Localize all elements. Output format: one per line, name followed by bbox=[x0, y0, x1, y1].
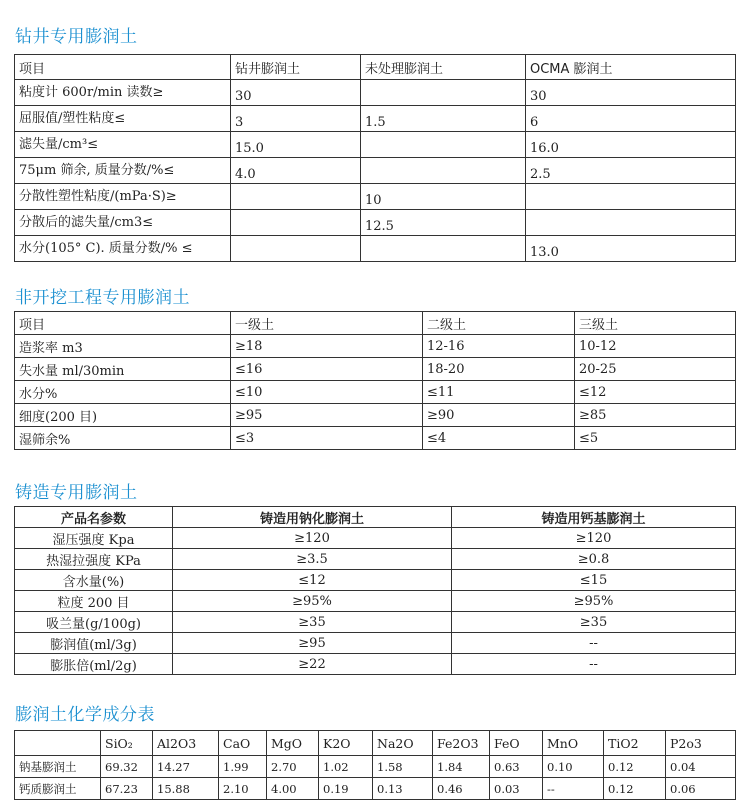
table-row bbox=[15, 528, 736, 549]
header-cell: Na2O bbox=[373, 731, 433, 756]
row-label: 膨润值(ml/3g) bbox=[15, 633, 173, 654]
table-cell: 1.58 bbox=[373, 756, 433, 778]
table-row bbox=[15, 106, 736, 132]
row-label: 钙质膨润土 bbox=[15, 778, 101, 800]
table-cell: 14.27 bbox=[153, 756, 219, 778]
table-row bbox=[15, 778, 736, 800]
table-cell: ≤4 bbox=[423, 427, 575, 450]
table-cell: ≥0.8 bbox=[452, 549, 736, 570]
header-cell: 三级土 bbox=[575, 312, 736, 335]
table-cell: ≥3.5 bbox=[173, 549, 452, 570]
header-cell: 铸造用钙基膨润土 bbox=[452, 507, 736, 528]
header-cell: Al2O3 bbox=[153, 731, 219, 756]
table-cell: 3 bbox=[231, 106, 361, 132]
table-cell: 4.00 bbox=[267, 778, 319, 800]
table-cell: 0.63 bbox=[490, 756, 543, 778]
table-cell bbox=[526, 210, 736, 236]
table-cell: 30 bbox=[526, 80, 736, 106]
row-label: 粘度计 600r/min 读数≥ bbox=[15, 80, 231, 106]
table-cell: ≥85 bbox=[575, 404, 736, 427]
table-cell: 15.0 bbox=[231, 132, 361, 158]
table-row bbox=[15, 756, 736, 778]
row-label: 湿压强度 Kpa bbox=[15, 528, 173, 549]
table-header-row bbox=[15, 55, 736, 80]
row-label: 水分% bbox=[15, 381, 231, 404]
section-title-drilling: 钻井专用膨润土 bbox=[15, 27, 138, 47]
header-cell: Fe2O3 bbox=[433, 731, 490, 756]
table-cell: 0.46 bbox=[433, 778, 490, 800]
table-cell: 1.5 bbox=[361, 106, 526, 132]
row-label: 分散后的滤失量/cm3≤ bbox=[15, 210, 231, 236]
header-cell: TiO2 bbox=[604, 731, 666, 756]
table-cell: 1.84 bbox=[433, 756, 490, 778]
header-cell: 钻井膨润土 bbox=[231, 55, 361, 80]
table-cell: 2.10 bbox=[219, 778, 267, 800]
table-cell: 67.23 bbox=[101, 778, 153, 800]
table-cell: 20-25 bbox=[575, 358, 736, 381]
table-cell: -- bbox=[452, 654, 736, 675]
table-cell bbox=[361, 80, 526, 106]
table-cell: ≤16 bbox=[231, 358, 423, 381]
header-cell: SiO₂ bbox=[101, 731, 153, 756]
table-cell: 30 bbox=[231, 80, 361, 106]
table-cell bbox=[526, 184, 736, 210]
row-label: 细度(200 目) bbox=[15, 404, 231, 427]
header-cell: MgO bbox=[267, 731, 319, 756]
table-header-row bbox=[15, 507, 736, 528]
header-cell: 一级土 bbox=[231, 312, 423, 335]
row-label: 热湿拉强度 KPa bbox=[15, 549, 173, 570]
table-cell: 2.5 bbox=[526, 158, 736, 184]
row-label: 膨胀倍(ml/2g) bbox=[15, 654, 173, 675]
table-cell: ≥120 bbox=[173, 528, 452, 549]
header-cell: 铸造用钠化膨润土 bbox=[173, 507, 452, 528]
table-cell: ≤5 bbox=[575, 427, 736, 450]
table-cell: 6 bbox=[526, 106, 736, 132]
header-cell: 二级土 bbox=[423, 312, 575, 335]
table-cell: 16.0 bbox=[526, 132, 736, 158]
table-header-row bbox=[15, 312, 736, 335]
table-row bbox=[15, 427, 736, 450]
row-label: 水分(105° C). 质量分数/% ≤ bbox=[15, 236, 231, 262]
table-row bbox=[15, 358, 736, 381]
table-cell: 10-12 bbox=[575, 335, 736, 358]
row-label: 分散性塑性粘度/(mPa·S)≥ bbox=[15, 184, 231, 210]
table-cell bbox=[231, 184, 361, 210]
header-cell: 项目 bbox=[15, 55, 231, 80]
table-row bbox=[15, 591, 736, 612]
table-cell bbox=[361, 158, 526, 184]
table-cell: ≥90 bbox=[423, 404, 575, 427]
table-row bbox=[15, 549, 736, 570]
row-label: 含水量(%) bbox=[15, 570, 173, 591]
table-cell: ≥22 bbox=[173, 654, 452, 675]
table-cell: -- bbox=[452, 633, 736, 654]
header-cell: 产品名参数 bbox=[15, 507, 173, 528]
table-cell: 0.12 bbox=[604, 778, 666, 800]
header-cell: P2o3 bbox=[666, 731, 736, 756]
header-cell bbox=[15, 731, 101, 756]
header-cell: 未处理膨润土 bbox=[361, 55, 526, 80]
table-row bbox=[15, 570, 736, 591]
section-title-chemistry: 膨润土化学成分表 bbox=[15, 705, 155, 725]
table-cell: ≥18 bbox=[231, 335, 423, 358]
table-row bbox=[15, 132, 736, 158]
table-cell: -- bbox=[543, 778, 604, 800]
table-cell: 10 bbox=[361, 184, 526, 210]
row-label: 屈服值/塑性粘度≤ bbox=[15, 106, 231, 132]
table-cell: ≤12 bbox=[173, 570, 452, 591]
row-label: 湿筛余% bbox=[15, 427, 231, 450]
header-cell: K2O bbox=[319, 731, 373, 756]
row-label: 滤失量/cm³≤ bbox=[15, 132, 231, 158]
header-cell: CaO bbox=[219, 731, 267, 756]
table-cell: 13.0 bbox=[526, 236, 736, 262]
row-label: 钠基膨润土 bbox=[15, 756, 101, 778]
table-cell: 0.10 bbox=[543, 756, 604, 778]
table-row bbox=[15, 612, 736, 633]
section-title-casting: 铸造专用膨润土 bbox=[15, 483, 138, 503]
trenchless-bentonite-table bbox=[14, 311, 736, 450]
table-row bbox=[15, 654, 736, 675]
header-cell: MnO bbox=[543, 731, 604, 756]
table-row bbox=[15, 236, 736, 262]
table-cell: ≤12 bbox=[575, 381, 736, 404]
table-cell: 0.19 bbox=[319, 778, 373, 800]
table-cell: 2.70 bbox=[267, 756, 319, 778]
table-cell: ≥120 bbox=[452, 528, 736, 549]
table-cell: 1.02 bbox=[319, 756, 373, 778]
table-row bbox=[15, 80, 736, 106]
table-cell: ≤15 bbox=[452, 570, 736, 591]
table-row bbox=[15, 184, 736, 210]
table-cell: 15.88 bbox=[153, 778, 219, 800]
table-row bbox=[15, 381, 736, 404]
header-cell: 项目 bbox=[15, 312, 231, 335]
table-row bbox=[15, 404, 736, 427]
chemical-composition-table bbox=[14, 730, 736, 800]
table-cell: 12.5 bbox=[361, 210, 526, 236]
row-label: 75μm 筛余, 质量分数/%≤ bbox=[15, 158, 231, 184]
table-row bbox=[15, 210, 736, 236]
table-cell: ≤3 bbox=[231, 427, 423, 450]
table-row bbox=[15, 158, 736, 184]
table-row bbox=[15, 633, 736, 654]
header-cell: OCMA 膨润土 bbox=[526, 55, 736, 80]
table-cell: 1.99 bbox=[219, 756, 267, 778]
table-cell: ≥35 bbox=[173, 612, 452, 633]
table-cell: 0.06 bbox=[666, 778, 736, 800]
table-row bbox=[15, 335, 736, 358]
table-cell: 0.03 bbox=[490, 778, 543, 800]
table-cell: ≥95 bbox=[173, 633, 452, 654]
table-cell bbox=[361, 132, 526, 158]
table-cell: ≥95% bbox=[452, 591, 736, 612]
table-cell: ≥35 bbox=[452, 612, 736, 633]
table-cell: 4.0 bbox=[231, 158, 361, 184]
casting-bentonite-table bbox=[14, 506, 736, 675]
table-cell: 0.04 bbox=[666, 756, 736, 778]
table-cell: 0.13 bbox=[373, 778, 433, 800]
table-cell: 12-16 bbox=[423, 335, 575, 358]
table-cell bbox=[361, 236, 526, 262]
table-header-row bbox=[15, 731, 736, 756]
table-cell: 69.32 bbox=[101, 756, 153, 778]
row-label: 吸兰量(g/100g) bbox=[15, 612, 173, 633]
row-label: 失水量 ml/30min bbox=[15, 358, 231, 381]
header-cell: FeO bbox=[490, 731, 543, 756]
table-cell: ≥95 bbox=[231, 404, 423, 427]
table-cell: ≤11 bbox=[423, 381, 575, 404]
table-cell bbox=[231, 236, 361, 262]
table-cell: 0.12 bbox=[604, 756, 666, 778]
drilling-bentonite-table bbox=[14, 54, 736, 262]
row-label: 粒度 200 目 bbox=[15, 591, 173, 612]
section-title-trenchless: 非开挖工程专用膨润土 bbox=[15, 288, 190, 308]
table-cell: 18-20 bbox=[423, 358, 575, 381]
table-cell bbox=[231, 210, 361, 236]
table-cell: ≤10 bbox=[231, 381, 423, 404]
table-cell: ≥95% bbox=[173, 591, 452, 612]
row-label: 造浆率 m3 bbox=[15, 335, 231, 358]
